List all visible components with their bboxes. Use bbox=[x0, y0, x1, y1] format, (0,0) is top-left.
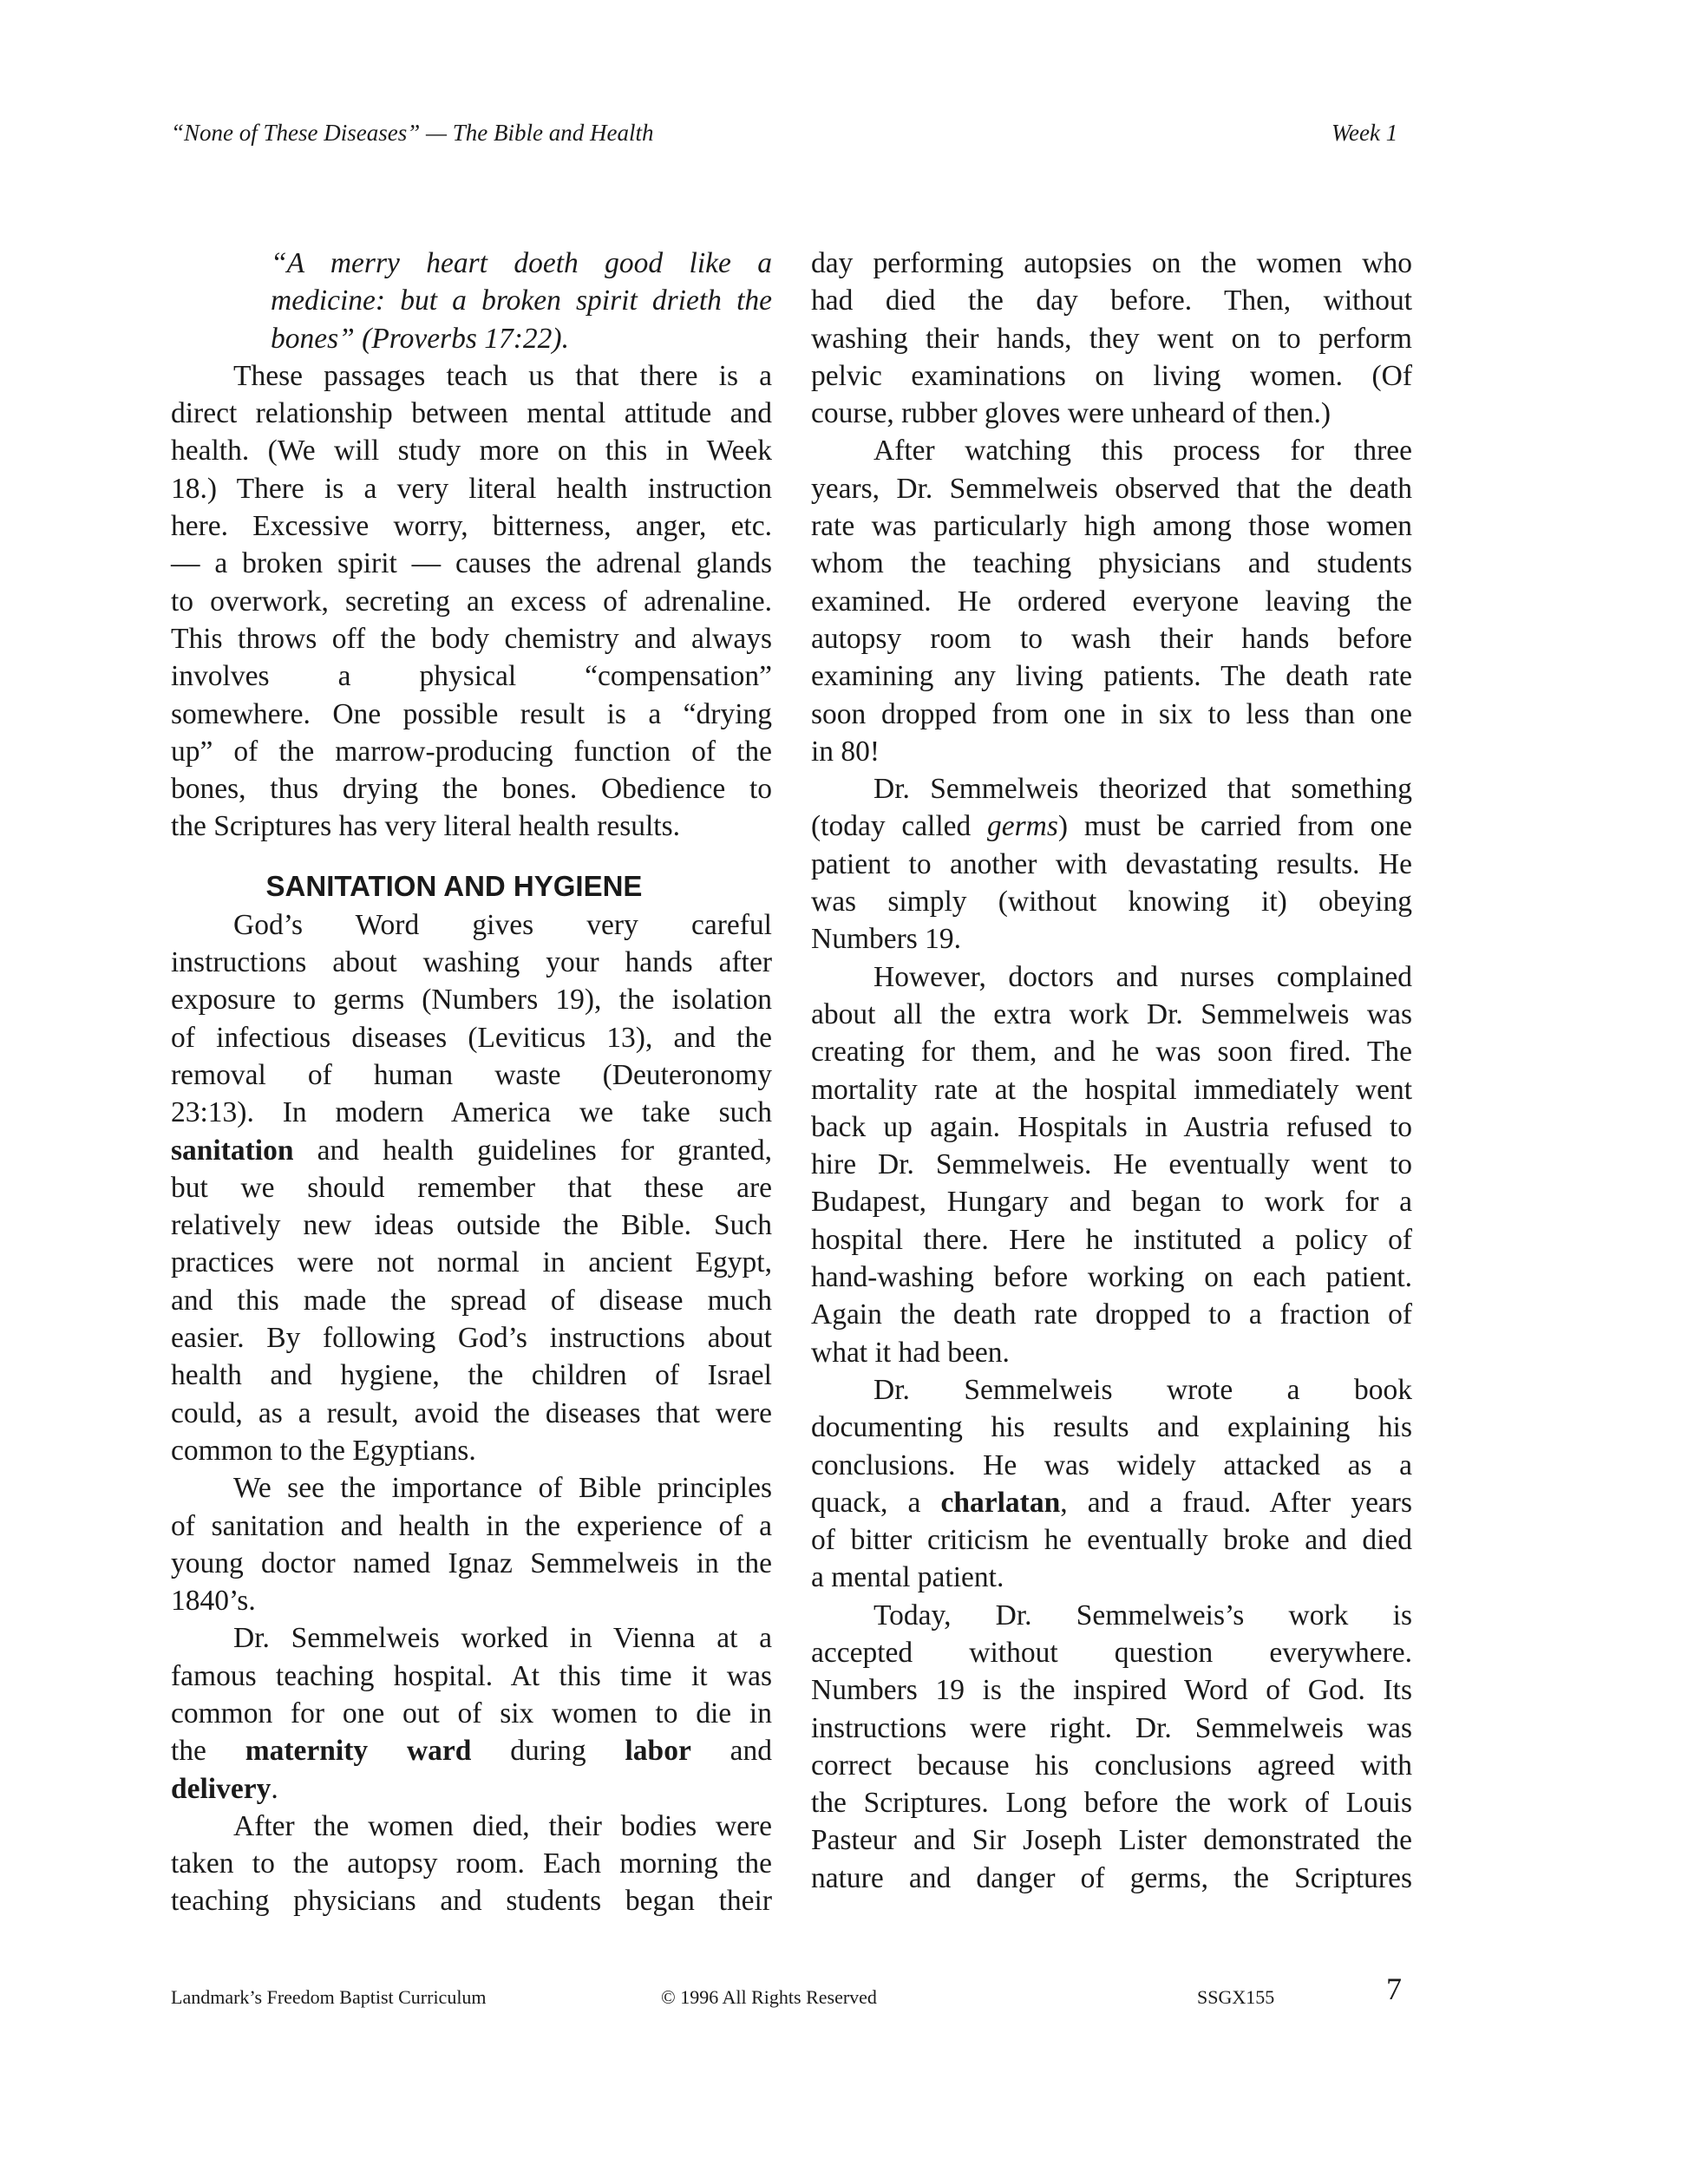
text-line: back up again. Hospitals in Austria refused to bbox=[811, 1110, 1412, 1143]
text-line: mortality rate at the hospital immediately went bbox=[811, 1073, 1412, 1106]
text-line: autopsy room to wash their hands before bbox=[811, 622, 1412, 655]
text-line: God’s Word gives very careful bbox=[233, 908, 772, 941]
text-line: day performing autopsies on the women who bbox=[811, 247, 1412, 279]
text-line: was simply (without knowing it) obeying bbox=[811, 886, 1412, 919]
text-line: hand-washing before working on each patient. bbox=[811, 1261, 1412, 1294]
page-number: 7 bbox=[1386, 1971, 1402, 2006]
text-fragment: , and a fraud. After years bbox=[1060, 1486, 1412, 1519]
text-line: Dr. Semmelweis worked in Vienna at a bbox=[233, 1622, 772, 1655]
text-line: Numbers 19. bbox=[811, 923, 962, 956]
text-line: had died the day before. Then, without bbox=[811, 284, 1412, 317]
text-line: These passages teach us that there is a bbox=[233, 359, 772, 392]
text-line: a mental patient. bbox=[811, 1561, 1004, 1594]
text-line: pelvic examinations on living women. (Of bbox=[811, 359, 1412, 392]
text-line: the Scriptures has very literal health results. bbox=[171, 810, 681, 843]
text-line: practices were not normal in ancient Egypt, bbox=[171, 1246, 772, 1279]
text-line: to overwork, secreting an excess of adrenaline. bbox=[171, 585, 772, 618]
left-column bbox=[171, 245, 772, 1920]
text-line bbox=[171, 1770, 772, 1808]
text-line: Today, Dr. Semmelweis’s work is bbox=[873, 1599, 1412, 1631]
text-line: After the women died, their bodies were bbox=[233, 1809, 772, 1842]
right-column bbox=[811, 245, 1412, 1897]
quote-line: “A merry heart doeth good like a bbox=[271, 247, 772, 279]
text-line: young doctor named Ignaz Semmelweis in the bbox=[171, 1546, 772, 1579]
text-line: years, Dr. Semmelweis observed that the death bbox=[811, 472, 1412, 505]
text-line: here. Excessive worry, bitterness, anger, etc. bbox=[171, 510, 772, 543]
text-line: accepted without question everywhere. bbox=[811, 1636, 1412, 1669]
text-line: — a broken spirit — causes the adrenal glands bbox=[171, 547, 772, 580]
text-line: what it had been. bbox=[811, 1336, 1010, 1369]
keyword-maternity-ward: maternity ward bbox=[245, 1735, 472, 1768]
text-line: After watching this process for three bbox=[873, 435, 1412, 468]
paragraph bbox=[171, 1808, 772, 1920]
text-line: Dr. Semmelweis wrote a book bbox=[873, 1373, 1412, 1406]
paragraph bbox=[171, 1469, 772, 1619]
scripture-quote bbox=[171, 245, 772, 357]
text-line: of bitter criticism he eventually broke and died bbox=[811, 1524, 1412, 1557]
text-line: in 80! bbox=[811, 735, 880, 768]
text-fragment: (today called bbox=[811, 810, 988, 843]
text-line: exposure to germs (Numbers 19), the isolation bbox=[171, 984, 772, 1017]
text-line: involves a physical “compensation” bbox=[171, 660, 772, 693]
text-line: examining any living patients. The death rate bbox=[811, 660, 1412, 693]
footer-publisher: Landmark’s Freedom Baptist Curriculum bbox=[171, 1986, 487, 2008]
text-line: correct because his conclusions agreed with bbox=[811, 1749, 1412, 1782]
text-line: This throws off the body chemistry and always bbox=[171, 622, 772, 655]
text-line: instructions were right. Dr. Semmelweis was bbox=[811, 1711, 1412, 1744]
text-line: famous teaching hospital. At this time it was bbox=[171, 1659, 772, 1692]
text-line: teaching physicians and students began their bbox=[171, 1885, 772, 1918]
text-line: health. (We will study more on this in Week bbox=[171, 435, 772, 468]
text-line: but we should remember that these are bbox=[171, 1171, 772, 1204]
text-line: the Scriptures. Long before the work of Louis bbox=[811, 1787, 1412, 1820]
section-heading: SANITATION AND HYGIENE bbox=[265, 869, 643, 902]
text-line: health and hygiene, the children of Israel bbox=[171, 1359, 772, 1392]
keyword-labor: labor bbox=[625, 1735, 691, 1768]
text-line: removal of human waste (Deuteronomy bbox=[171, 1058, 772, 1091]
text-line: easier. By following God’s instructions about bbox=[171, 1322, 772, 1355]
text-line: instructions about washing your hands after bbox=[171, 946, 772, 979]
text-line: washing their hands, they went on to perform bbox=[811, 322, 1412, 355]
text-line: creating for them, and he was soon fired. The bbox=[811, 1036, 1412, 1069]
text-line bbox=[811, 1484, 1412, 1521]
text-line: whom the teaching physicians and students bbox=[811, 547, 1412, 580]
text-fragment: ) must be carried from one bbox=[1057, 810, 1412, 843]
text-line: and this made the spread of disease much bbox=[171, 1284, 772, 1317]
text-line: Again the death rate dropped to a fraction of bbox=[811, 1298, 1412, 1331]
text-line: rate was particularly high among those women bbox=[811, 510, 1412, 543]
footer-code: SSGX155 bbox=[1197, 1986, 1275, 2008]
text-line: relatively new ideas outside the Bible. Such bbox=[171, 1209, 772, 1242]
running-head-week: Week 1 bbox=[1331, 120, 1398, 146]
text-line: However, doctors and nurses complained bbox=[873, 960, 1412, 993]
text-line: about all the extra work Dr. Semmelweis was bbox=[811, 997, 1412, 1030]
text-fragment: quack, a bbox=[811, 1486, 941, 1519]
paragraph bbox=[811, 770, 1412, 958]
text-line: could, as a result, avoid the diseases that were bbox=[171, 1396, 772, 1429]
text-fragment: the bbox=[171, 1735, 206, 1768]
text-line: course, rubber gloves were unheard of then.) bbox=[811, 397, 1331, 430]
text-line: patient to another with devastating results. He bbox=[811, 847, 1412, 880]
text-line: somewhere. One possible result is a “drying bbox=[171, 697, 772, 730]
text-line bbox=[811, 808, 1412, 845]
keyword-delivery: delivery bbox=[171, 1772, 272, 1805]
text-line: bones, thus drying the bones. Obedience to bbox=[171, 773, 772, 806]
text-fragment: and health guidelines for granted, bbox=[293, 1134, 772, 1167]
text-fragment: during bbox=[510, 1735, 586, 1768]
text-fragment: . bbox=[271, 1772, 278, 1805]
text-line: of infectious diseases (Leviticus 13), and the bbox=[171, 1021, 772, 1054]
keyword-sanitation: sanitation bbox=[171, 1134, 294, 1167]
text-line: 23:13). In modern America we take such bbox=[171, 1096, 772, 1129]
text-line: hire Dr. Semmelweis. He eventually went to bbox=[811, 1148, 1412, 1181]
text-line: Numbers 19 is the inspired Word of God. Its bbox=[811, 1674, 1412, 1707]
text-line: hospital there. Here he instituted a policy of bbox=[811, 1223, 1412, 1256]
quote-line: bones” (Proverbs 17:22). bbox=[271, 322, 569, 355]
text-line: up” of the marrow-producing function of the bbox=[171, 735, 772, 768]
text-line: common to the Egyptians. bbox=[171, 1434, 476, 1467]
paragraph bbox=[171, 1619, 772, 1807]
paragraph bbox=[811, 1597, 1412, 1897]
paragraph bbox=[811, 245, 1412, 432]
keyword-germs: germs bbox=[987, 810, 1058, 843]
text-line: Dr. Semmelweis theorized that something bbox=[873, 773, 1412, 806]
quote-line: medicine: but a broken spirit drieth the bbox=[271, 284, 772, 317]
paragraph bbox=[171, 357, 772, 846]
text-line: documenting his results and explaining his bbox=[811, 1411, 1412, 1444]
text-fragment: and bbox=[730, 1735, 772, 1768]
text-line: examined. He ordered everyone leaving the bbox=[811, 585, 1412, 618]
text-line: common for one out of six women to die in bbox=[171, 1697, 772, 1730]
paragraph bbox=[171, 906, 772, 1469]
text-line: of sanitation and health in the experience of a bbox=[171, 1509, 772, 1542]
paragraph bbox=[811, 432, 1412, 770]
text-line: soon dropped from one in six to less than one bbox=[811, 697, 1412, 730]
footer-copyright: © 1996 All Rights Reserved bbox=[661, 1986, 877, 2008]
text-line: nature and danger of germs, the Scriptures bbox=[811, 1861, 1412, 1894]
text-line: taken to the autopsy room. Each morning the bbox=[171, 1847, 772, 1880]
text-line: We see the importance of Bible principles bbox=[233, 1472, 772, 1505]
text-line: Pasteur and Sir Joseph Lister demonstrated the bbox=[811, 1824, 1412, 1857]
text-line bbox=[171, 1732, 772, 1769]
text-line: direct relationship between mental attitude and bbox=[171, 397, 772, 430]
running-head-title: “None of These Diseases” — The Bible and Health bbox=[171, 120, 654, 146]
text-line: conclusions. He was widely attacked as a bbox=[811, 1448, 1412, 1481]
text-line bbox=[171, 1132, 772, 1169]
text-line: 1840’s. bbox=[171, 1585, 256, 1618]
paragraph bbox=[811, 1371, 1412, 1597]
keyword-charlatan: charlatan bbox=[940, 1486, 1061, 1519]
text-line: Budapest, Hungary and began to work for a bbox=[811, 1186, 1412, 1219]
paragraph bbox=[811, 958, 1412, 1371]
text-line: 18.) There is a very literal health instruction bbox=[171, 472, 772, 505]
